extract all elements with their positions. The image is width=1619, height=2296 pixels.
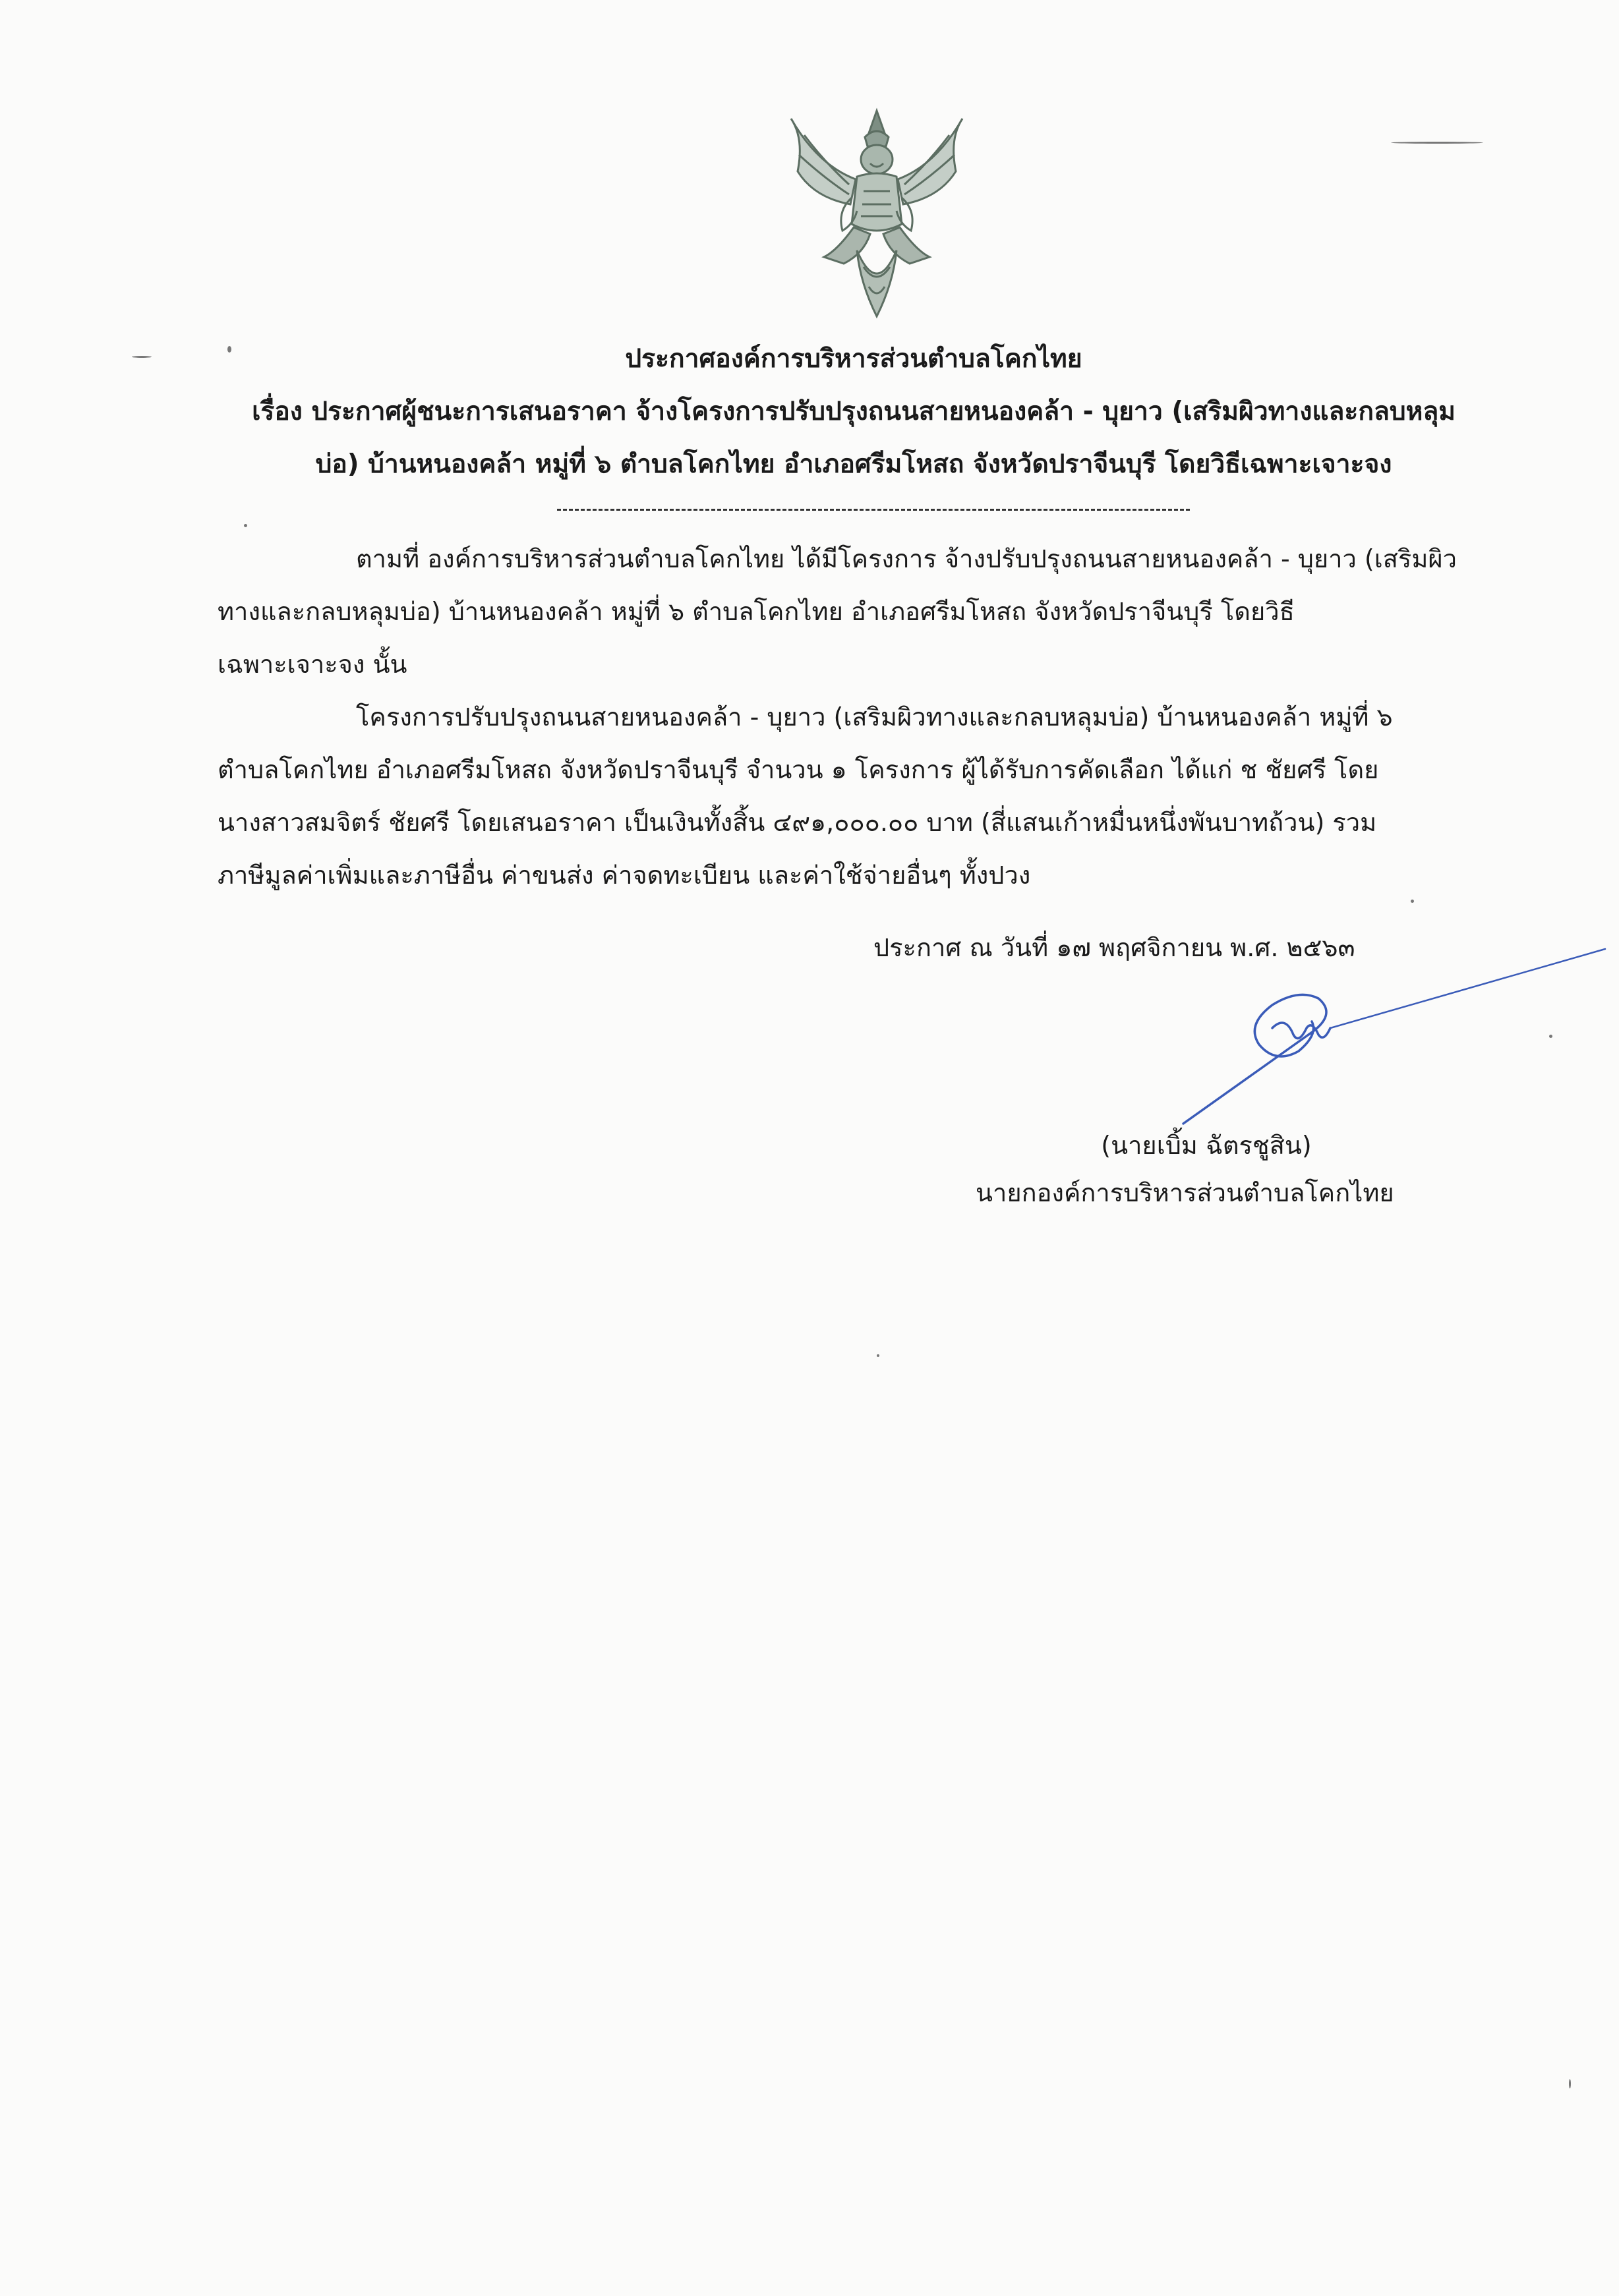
scan-speck [1549, 1035, 1552, 1038]
scan-speck [1391, 142, 1483, 144]
announcement-title-block [204, 333, 1503, 491]
page-title: ประกาศองค์การบริหารส่วนตำบลโคกไทย [625, 344, 1082, 374]
scan-speck [244, 524, 247, 527]
paragraph-line: ตามที่ องค์การบริหารส่วนตำบลโคกไทย ได้มีโครงการ จ้างปรับปรุงถนนสายหนองคล้า - บุยาว (เสริมผิว [356, 544, 1457, 573]
body-paragraph-2 [218, 691, 1496, 902]
subject-line-1: เรื่อง ประกาศผู้ชนะการเสนอราคา จ้างโครงการปรับปรุงถนนสายหนองคล้า - บุยาว (เสริมผิวทางและกลบหลุม [252, 397, 1456, 426]
paragraph-line: โครงการปรับปรุงถนนสายหนองคล้า - บุยาว (เสริมผิวทางและกลบหลุมบ่อ) บ้านหนองคล้า หมู่ที่ ๖ [356, 703, 1393, 732]
handwritten-signature-icon [1121, 936, 1608, 1134]
paragraph-line: ภาษีมูลค่าเพิ่มและภาษีอื่น ค่าขนส่ง ค่าจดทะเบียน และค่าใช้จ่ายอื่นๆ ทั้งปวง [218, 861, 1031, 890]
garuda-emblem-icon [765, 99, 989, 336]
scan-speck [1411, 900, 1414, 903]
subject-line-2: บ่อ) บ้านหนองคล้า หมู่ที่ ๖ ตำบลโคกไทย อำเภอศรีมโหสถ จังหวัดปราจีนบุรี โดยวิธีเฉพาะเจาะจง [315, 449, 1392, 479]
paragraph-line: ตำบลโคกไทย อำเภอศรีมโหสถ จังหวัดปราจีนบุรี จำนวน ๑ โครงการ ผู้ได้รับการคัดเลือก ได้แก่ ช ชัยศรี โดย [218, 755, 1379, 784]
paragraph-line: นางสาวสมจิตร์ ชัยศรี โดยเสนอราคา เป็นเงินทั้งสิ้น ๔๙๑,๐๐๐.๐๐ บาท (สี่แสนเก้าหมื่นหนึ่งพันบาทถ้วน) รวม [218, 808, 1377, 837]
scan-speck [877, 1354, 879, 1357]
title-divider [557, 509, 1190, 511]
signer-position: นายกองค์การบริหารส่วนตำบลโคกไทย [976, 1178, 1394, 1207]
scan-speck [227, 346, 231, 353]
signer-name: (นายเบิ้ม ฉัตรชูสิน) [1101, 1131, 1312, 1160]
scan-speck [132, 356, 152, 358]
announcement-date: ประกาศ ณ วันที่ ๑๗ พฤศจิกายน พ.ศ. ๒๕๖๓ [873, 933, 1355, 962]
paragraph-line: ทางและกลบหลุมบ่อ) บ้านหนองคล้า หมู่ที่ ๖ ตำบลโคกไทย อำเภอศรีมโหสถ จังหวัดปราจีนบุรี โดยวิธี [218, 597, 1295, 626]
paragraph-line: เฉพาะเจาะจง นั้น [218, 650, 407, 679]
scan-speck [1569, 2079, 1571, 2088]
body-paragraph-1 [218, 532, 1496, 691]
